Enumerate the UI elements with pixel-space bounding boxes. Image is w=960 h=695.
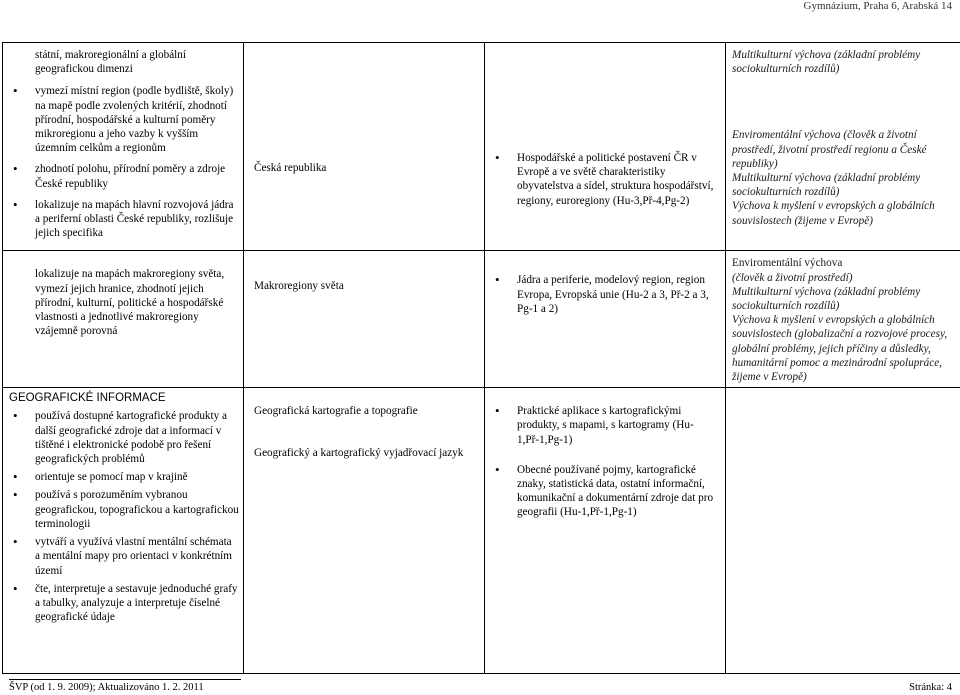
list-item: • Jádra a periferie, modelový region, region Evropa, Evropská unie (Hu-2 a 3, Př-2 a 3, Pg-1 a 2) [491, 273, 721, 316]
list-item: • vytváří a využívá vlastní mentální schémata a mentální mapy pro orientaci v konkrétním území [9, 535, 239, 578]
list-item: • lokalizuje na mapách hlavní rozvojová jádra a periferní oblasti České republiky, rozlišuje jejich specifika [9, 198, 239, 241]
table-row [3, 388, 960, 674]
cross-topic: Enviromentální výchova (člověk a životní prostředí, životní prostředí regionu a České republiky) [732, 129, 927, 170]
footer-version: ŠVP (od 1. 9. 2009); Aktualizováno 1. 2. 2011 [9, 682, 204, 693]
table-row [3, 251, 960, 388]
footer-rule [9, 679, 241, 680]
curriculum-table [2, 42, 960, 674]
list-item: • Obecné používané pojmy, kartografické znaky, statistická data, ostatní informační, komunikační a dokumentární zdroje dat pro geografii (Hu-1,Př-1,Pg-1) [491, 463, 721, 520]
content-list [491, 404, 721, 519]
cross-topic: Multikulturní výchova (základní problémy sociokulturních rozdílů) [732, 285, 921, 313]
topic-text: Geografický a kartografický vyjadřovací jazyk [254, 447, 464, 460]
list-item: • Hospodářské a politické postavení ČR v Evropě a ve světě charakteristiky obyvatelstva a sídel, struktura hospodářství, regiony, euroregiony (Hu-3,Př-4,Pg-2) [491, 151, 721, 208]
list-item: • zhodnotí polohu, přírodní poměry a zdroje České republiky [9, 162, 239, 190]
outcome-intro: státní, makroregionální a globální geografickou dimenzi [35, 49, 186, 76]
cross-topic: Multikulturní výchova (základní problémy sociokulturních rozdílů) [732, 172, 921, 199]
cross-topics-cell [726, 388, 960, 674]
school-header: Gymnázium, Praha 6, Arabská 14 [803, 0, 952, 12]
outcomes-cell [3, 388, 244, 674]
list-item: • používá s porozuměním vybranou geografickou, topografickou a kartografickou terminologii [9, 488, 239, 531]
outcome-list [9, 409, 239, 624]
cross-topic: Výchova k myšlení v evropských a globálních souvislostech (žijeme v Evropě) [732, 200, 935, 227]
list-item: • Praktické aplikace s kartografickými produkty, s mapami, s kartogramy (Hu-1,Př-1,Pg-1) [491, 404, 721, 447]
list-item: • vymezí místní region (podle bydliště, školy) na mapě podle zvolených kritérií, zhodnotí přírodní, hospodářské a kulturní poměry mikroregionu a jeho vazby k vyšším územním celkům a regionům [9, 84, 239, 155]
topic-cell [244, 251, 485, 388]
cross-topics-cell [726, 251, 960, 388]
content-cell [485, 388, 726, 674]
outcomes-cell [3, 43, 244, 251]
list-item: • orientuje se pomocí map v krajině [9, 470, 239, 484]
content-list [491, 273, 721, 316]
outcome-list [9, 84, 239, 240]
topic-text: Česká republika [254, 162, 327, 174]
cross-topic: (člověk a životní prostředí) [732, 271, 853, 284]
section-title: GEOGRAFICKÉ INFORMACE [9, 392, 166, 405]
content-cell [485, 251, 726, 388]
cross-topic: Enviromentální výchova [732, 257, 843, 270]
content-cell [485, 43, 726, 251]
table-row [3, 43, 960, 251]
topic-cell [244, 43, 485, 251]
list-item: • používá dostupné kartografické produkty a další geografické zdroje dat a informací v tištěné i elektronické podobě pro řešení geografických problémů [9, 409, 239, 466]
topic-cell [244, 388, 485, 674]
topic-text: Makroregiony světa [254, 280, 344, 293]
outcome-text: lokalizuje na mapách makroregiony světa, vymezí jejich hranice, zhodnotí jejich přírodní, kulturní, politické a hospodářské vlastnosti a jednotlivé makroregiony vzájemně porovná [35, 268, 225, 338]
outcomes-cell [3, 251, 244, 388]
page-number: Stránka: 4 [909, 682, 952, 693]
topic-text: Geografická kartografie a topografie [254, 405, 418, 418]
cross-topic: Výchova k myšlení v evropských a globálních souvislostech (globalizační a rozvojové procesy, globální problémy, jejich příčiny a důsledky, humanitární pomoc a mezinárodní spolupráce, žijeme v Evropě) [732, 314, 948, 384]
cross-topic: Multikulturní výchova (základní problémy sociokulturních rozdílů) [732, 49, 921, 76]
cross-topics-cell [726, 43, 960, 251]
list-item: • čte, interpretuje a sestavuje jednoduché grafy a tabulky, analyzuje a interpretuje číselné geografické údaje [9, 582, 239, 625]
content-list [491, 151, 721, 208]
